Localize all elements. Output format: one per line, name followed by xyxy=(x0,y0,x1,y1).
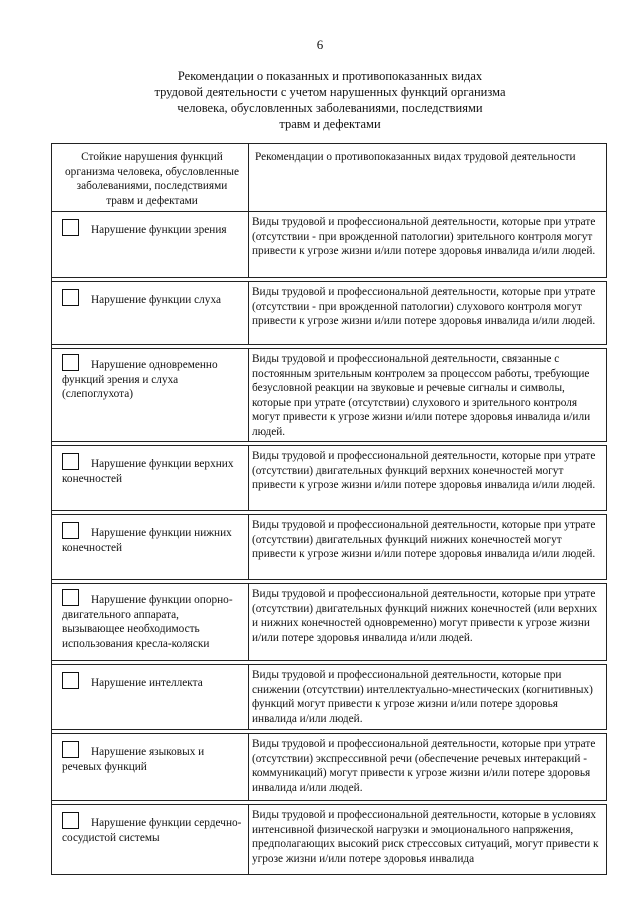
table-row xyxy=(52,281,607,345)
page-number: 6 xyxy=(316,37,324,52)
header-right-cell: Рекомендации о противопоказанных видах трудовой деятельности xyxy=(249,144,607,211)
disorder-checkbox[interactable] xyxy=(62,453,79,470)
recommendation-cell: Виды трудовой и профессиональной деятельности, которые при утрате (отсутствии) двигательных функций нижних конечностей могут привести к угрозе жизни и/или потере здоровья инвалида и/или людей. xyxy=(249,515,607,579)
disorder-checkbox[interactable] xyxy=(62,672,79,689)
disorder-label: Нарушение функции сердечно-сосудистой системы xyxy=(62,817,242,844)
header-left-cell: Стойкие нарушения функций организма человека, обусловленные заболеваниями, последствиями травм и дефектами xyxy=(52,144,249,211)
table-row xyxy=(52,583,607,661)
title-line: Рекомендации о показанных и противопоказанных видах xyxy=(177,69,483,83)
title-line: человека, обусловленных заболеваниями, последствиями xyxy=(177,101,483,115)
recommendation-cell: Виды трудовой и профессиональной деятельности, которые в условиях интенсивной физической нагрузки и эмоционального напряжения, предполагающих высокий риск стрессовых ситуаций, могут привести к угрозе жизни и/или потере здоровья инвалида xyxy=(249,805,607,874)
recommendations-table xyxy=(51,143,607,875)
table-row xyxy=(52,445,607,511)
disorder-label: Нарушение функции зрения xyxy=(91,224,227,236)
disorder-label: Нарушение функции слуха xyxy=(91,294,221,306)
disorder-cell xyxy=(52,665,249,729)
disorder-checkbox[interactable] xyxy=(62,354,79,371)
disorder-cell xyxy=(52,515,249,579)
recommendation-cell: Виды трудовой и профессиональной деятельности, которые при утрате (отсутствии - при врожденной патологии) зрительного контроля могут привести к угрозе жизни и/или потере здоровья инвалида и/или людей. xyxy=(249,212,607,277)
disorder-checkbox[interactable] xyxy=(62,812,79,829)
recommendation-cell: Виды трудовой и профессиональной деятельности, связанные с постоянным зрительным контролем за процессом работы, требующие безусловной реакции на звуковые и речевые сигналы и символы, которые при утрате (отсутствии) слухового и зрительного контроля могут привести к угрозе жизни и/или потере здоровья инвалида и/или людей. xyxy=(249,349,607,441)
disorder-checkbox[interactable] xyxy=(62,289,79,306)
disorder-label: Нарушение языковых и речевых функций xyxy=(62,746,205,773)
table-row xyxy=(52,514,607,580)
disorder-label: Нарушение одновременно функций зрения и слуха (слепоглухота) xyxy=(62,359,218,400)
table-row xyxy=(52,348,607,442)
disorder-checkbox[interactable] xyxy=(62,741,79,758)
recommendation-cell: Виды трудовой и профессиональной деятельности, которые при утрате (отсутствии) экспрессивной речи (обеспечение речевых интеракций - коммуникаций) могут привести к угрозе жизни и/или потере здоровья инвалида и/или людей. xyxy=(249,734,607,800)
document-title xyxy=(150,68,510,132)
disorder-checkbox[interactable] xyxy=(62,589,79,606)
disorder-cell xyxy=(52,282,249,344)
disorder-label: Нарушение функции нижних конечностей xyxy=(62,527,232,554)
title-line: трудовой деятельности с учетом нарушенных функций организма xyxy=(154,85,506,99)
title-line: травм и дефектами xyxy=(279,117,381,131)
recommendation-cell: Виды трудовой и профессиональной деятельности, которые при утрате (отсутствии) двигательных функций нижних конечностей (или верхних и нижних конечностей одновременно) могут привести к угрозе жизни и/или потере здоровья инвалида и/или людей. xyxy=(249,584,607,660)
recommendation-cell: Виды трудовой и профессиональной деятельности, которые при утрате (отсутствии - при врожденной патологии) слухового контроля могут привести к угрозе жизни и/или потере здоровья инвалида и/или людей. xyxy=(249,282,607,344)
recommendation-cell: Виды трудовой и профессиональной деятельности, которые при утрате (отсутствии) двигательных функций верхних конечностей могут привести к угрозе жизни и/или потере здоровья инвалида и/или людей. xyxy=(249,446,607,510)
table-row xyxy=(52,664,607,730)
disorder-cell xyxy=(52,584,249,660)
table-row xyxy=(52,212,607,278)
disorder-cell xyxy=(52,349,249,441)
disorder-checkbox[interactable] xyxy=(62,522,79,539)
table-row xyxy=(52,804,607,875)
disorder-cell xyxy=(52,805,249,874)
table-row xyxy=(52,733,607,801)
disorder-cell xyxy=(52,734,249,800)
disorder-label: Нарушение функции верхних конечностей xyxy=(62,458,234,485)
recommendation-cell: Виды трудовой и профессиональной деятельности, которые при снижении (отсутствии) интеллектуально-мнестических (когнитивных) функций могут привести к угрозе жизни и/или потере здоровья инвалида и/или людей. xyxy=(249,665,607,729)
disorder-label: Нарушение интеллекта xyxy=(91,677,203,689)
disorder-checkbox[interactable] xyxy=(62,219,79,236)
table-header-row xyxy=(52,144,607,212)
disorder-label: Нарушение функции опорно-двигательного аппарата, вызывающее необходимость использования кресла-коляски xyxy=(62,594,233,650)
disorder-cell xyxy=(52,446,249,510)
disorder-cell xyxy=(52,212,249,277)
